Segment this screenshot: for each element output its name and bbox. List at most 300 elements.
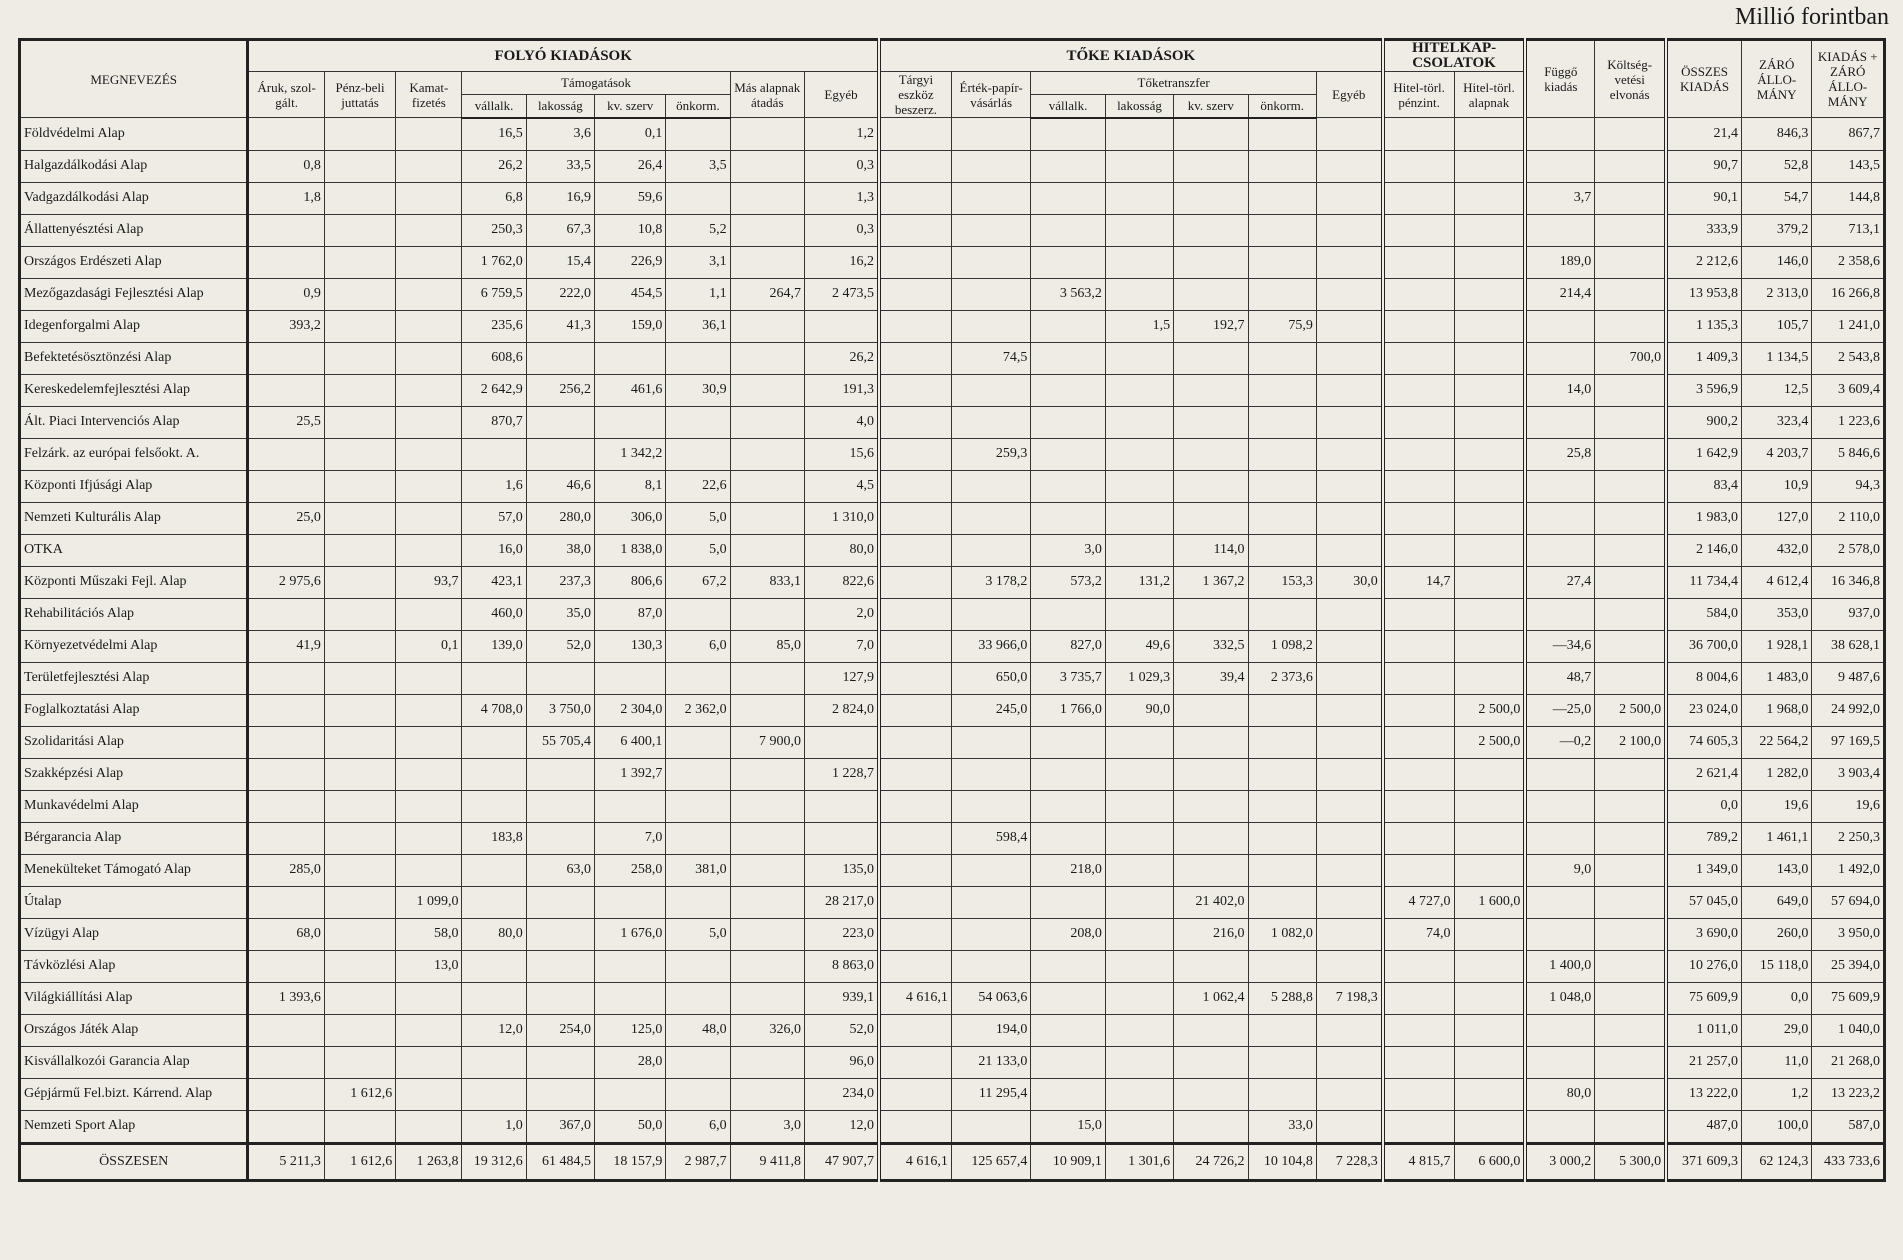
table-wrapper bbox=[18, 38, 1886, 1182]
table-cell: 85,0 bbox=[730, 630, 804, 662]
table-cell bbox=[248, 342, 324, 374]
table-cell bbox=[396, 150, 462, 182]
table-cell: 280,0 bbox=[526, 502, 594, 534]
table-cell: 2 250,3 bbox=[1812, 822, 1885, 854]
table-row bbox=[20, 662, 1885, 694]
table-cell bbox=[1316, 662, 1382, 694]
table-cell: 183,8 bbox=[462, 822, 526, 854]
table-cell: 4 203,7 bbox=[1742, 438, 1812, 470]
table-cell: 208,0 bbox=[1031, 918, 1105, 950]
table-cell: —34,6 bbox=[1525, 630, 1594, 662]
table-cell bbox=[1454, 566, 1525, 598]
table-cell: 52,0 bbox=[526, 630, 594, 662]
table-cell bbox=[1174, 214, 1248, 246]
table-cell bbox=[1174, 598, 1248, 630]
table-cell bbox=[1174, 182, 1248, 214]
table-cell: 153,3 bbox=[1248, 566, 1316, 598]
table-cell bbox=[1248, 246, 1316, 278]
table-cell: 59,6 bbox=[594, 182, 665, 214]
table-cell bbox=[1105, 854, 1173, 886]
header-tamogatasok: Támogatások bbox=[462, 72, 730, 95]
table-cell: 2 987,7 bbox=[666, 1143, 730, 1180]
table-cell bbox=[1316, 854, 1382, 886]
table-cell: 49,6 bbox=[1105, 630, 1173, 662]
table-cell bbox=[666, 598, 730, 630]
table-cell: 15,6 bbox=[804, 438, 879, 470]
table-cell bbox=[324, 566, 395, 598]
table-cell bbox=[666, 406, 730, 438]
table-cell: 14,7 bbox=[1383, 566, 1454, 598]
table-cell: 26,4 bbox=[594, 150, 665, 182]
table-cell: 80,0 bbox=[804, 534, 879, 566]
table-cell: 432,0 bbox=[1742, 534, 1812, 566]
table-cell bbox=[804, 790, 879, 822]
table-cell bbox=[1383, 502, 1454, 534]
table-cell: 1,2 bbox=[804, 118, 879, 151]
table-cell: 80,0 bbox=[462, 918, 526, 950]
table-cell: 214,4 bbox=[1525, 278, 1594, 310]
table-cell: 846,3 bbox=[1742, 118, 1812, 151]
table-cell: 1,8 bbox=[248, 182, 324, 214]
table-cell: 2 500,0 bbox=[1454, 726, 1525, 758]
table-cell bbox=[1595, 598, 1666, 630]
table-cell bbox=[1248, 598, 1316, 630]
table-cell: 2,0 bbox=[804, 598, 879, 630]
table-cell bbox=[879, 310, 951, 342]
table-cell bbox=[1248, 1078, 1316, 1110]
table-cell: 2 110,0 bbox=[1812, 502, 1885, 534]
table-cell bbox=[666, 438, 730, 470]
table-cell bbox=[1174, 150, 1248, 182]
table-cell: 131,2 bbox=[1105, 566, 1173, 598]
table-cell: 24 726,2 bbox=[1174, 1143, 1248, 1180]
header-group-folyo: FOLYÓ KIADÁSOK bbox=[248, 40, 879, 72]
table-cell: 1,6 bbox=[462, 470, 526, 502]
table-cell: 194,0 bbox=[951, 1014, 1031, 1046]
table-cell: 93,7 bbox=[396, 566, 462, 598]
table-cell bbox=[248, 214, 324, 246]
table-cell bbox=[951, 214, 1031, 246]
table-cell bbox=[1248, 374, 1316, 406]
table-cell bbox=[1174, 950, 1248, 982]
table-cell bbox=[248, 694, 324, 726]
table-cell: 789,2 bbox=[1666, 822, 1741, 854]
table-cell: 3,0 bbox=[1031, 534, 1105, 566]
table-cell: 573,2 bbox=[1031, 566, 1105, 598]
table-cell bbox=[248, 534, 324, 566]
table-cell bbox=[1595, 662, 1666, 694]
table-cell: 26,2 bbox=[804, 342, 879, 374]
table-cell bbox=[730, 1078, 804, 1110]
table-cell bbox=[248, 438, 324, 470]
table-cell: 54,7 bbox=[1742, 182, 1812, 214]
table-cell: 0,0 bbox=[1666, 790, 1741, 822]
table-cell: 2 975,6 bbox=[248, 566, 324, 598]
header-group-hitel: HITELKAP-CSOLATOK bbox=[1383, 40, 1526, 72]
table-cell: 46,6 bbox=[526, 470, 594, 502]
table-cell: 0,0 bbox=[1742, 982, 1812, 1014]
table-cell: 58,0 bbox=[396, 918, 462, 950]
table-cell bbox=[1383, 406, 1454, 438]
table-cell bbox=[1031, 310, 1105, 342]
table-cell: 1 263,8 bbox=[396, 1143, 462, 1180]
table-cell bbox=[951, 406, 1031, 438]
table-cell: 234,0 bbox=[804, 1078, 879, 1110]
table-cell bbox=[594, 790, 665, 822]
table-cell bbox=[248, 1046, 324, 1078]
table-cell: 1 766,0 bbox=[1031, 694, 1105, 726]
table-cell: 264,7 bbox=[730, 278, 804, 310]
table-cell bbox=[1316, 502, 1382, 534]
table-cell bbox=[396, 118, 462, 151]
table-cell bbox=[730, 662, 804, 694]
table-cell bbox=[526, 342, 594, 374]
table-cell: 254,0 bbox=[526, 1014, 594, 1046]
table-cell bbox=[1454, 406, 1525, 438]
table-cell bbox=[324, 278, 395, 310]
table-cell bbox=[1031, 214, 1105, 246]
table-cell bbox=[730, 790, 804, 822]
table-cell bbox=[879, 118, 951, 151]
header-t-lakossag: lakosság bbox=[1105, 94, 1173, 117]
table-cell: 10 104,8 bbox=[1248, 1143, 1316, 1180]
table-cell: 259,3 bbox=[951, 438, 1031, 470]
table-cell: 28,0 bbox=[594, 1046, 665, 1078]
table-cell: 7 198,3 bbox=[1316, 982, 1382, 1014]
table-cell bbox=[1105, 790, 1173, 822]
table-cell bbox=[1105, 374, 1173, 406]
table-cell bbox=[462, 438, 526, 470]
table-cell bbox=[730, 438, 804, 470]
table-cell bbox=[1031, 374, 1105, 406]
table-cell: 4 616,1 bbox=[879, 982, 951, 1014]
table-cell bbox=[324, 118, 395, 151]
table-cell bbox=[462, 1078, 526, 1110]
table-cell: 260,0 bbox=[1742, 918, 1812, 950]
table-cell bbox=[1454, 822, 1525, 854]
table-cell bbox=[879, 598, 951, 630]
table-cell bbox=[1595, 214, 1666, 246]
table-cell bbox=[462, 950, 526, 982]
row-label: Földvédelmi Alap bbox=[20, 118, 248, 151]
table-cell bbox=[526, 982, 594, 1014]
table-cell bbox=[1383, 1110, 1454, 1143]
table-cell bbox=[1105, 1046, 1173, 1078]
table-cell: 21 268,0 bbox=[1812, 1046, 1885, 1078]
table-cell: 25,8 bbox=[1525, 438, 1594, 470]
table-cell bbox=[879, 502, 951, 534]
table-cell bbox=[730, 758, 804, 790]
table-cell: 1,2 bbox=[1742, 1078, 1812, 1110]
table-cell bbox=[951, 790, 1031, 822]
table-cell bbox=[879, 566, 951, 598]
table-cell: 83,4 bbox=[1666, 470, 1741, 502]
table-cell bbox=[1316, 182, 1382, 214]
table-cell bbox=[951, 502, 1031, 534]
table-cell: 41,3 bbox=[526, 310, 594, 342]
table-cell: 2 100,0 bbox=[1595, 726, 1666, 758]
table-cell bbox=[1248, 214, 1316, 246]
table-cell bbox=[730, 502, 804, 534]
row-label: Ált. Piaci Intervenciós Alap bbox=[20, 406, 248, 438]
table-cell bbox=[1454, 502, 1525, 534]
table-cell: 75,9 bbox=[1248, 310, 1316, 342]
table-cell bbox=[1525, 1110, 1594, 1143]
table-cell bbox=[462, 662, 526, 694]
table-cell bbox=[324, 918, 395, 950]
header-koltseg: Költség-vetési elvonás bbox=[1595, 40, 1666, 118]
table-cell: 6,0 bbox=[666, 1110, 730, 1143]
table-cell bbox=[879, 630, 951, 662]
table-cell: 713,1 bbox=[1812, 214, 1885, 246]
table-cell: 8 863,0 bbox=[804, 950, 879, 982]
table-cell: 371 609,3 bbox=[1666, 1143, 1741, 1180]
table-cell: 806,6 bbox=[594, 566, 665, 598]
table-cell bbox=[248, 118, 324, 151]
table-cell: 13,0 bbox=[396, 950, 462, 982]
table-cell bbox=[666, 790, 730, 822]
table-cell bbox=[1174, 374, 1248, 406]
table-cell bbox=[396, 214, 462, 246]
table-row bbox=[20, 214, 1885, 246]
table-cell: 2 500,0 bbox=[1595, 694, 1666, 726]
table-row bbox=[20, 534, 1885, 566]
table-cell bbox=[324, 662, 395, 694]
table-cell bbox=[462, 854, 526, 886]
table-cell: 159,0 bbox=[594, 310, 665, 342]
table-cell bbox=[1248, 406, 1316, 438]
table-cell bbox=[1248, 150, 1316, 182]
header-aruk: Áruk, szol-gált. bbox=[248, 72, 324, 118]
table-cell bbox=[1454, 662, 1525, 694]
table-cell bbox=[1105, 1110, 1173, 1143]
table-cell bbox=[1174, 1110, 1248, 1143]
table-cell bbox=[1105, 726, 1173, 758]
table-cell: 1 342,2 bbox=[594, 438, 665, 470]
table-cell bbox=[730, 982, 804, 1014]
table-cell bbox=[396, 822, 462, 854]
table-cell: 1 099,0 bbox=[396, 886, 462, 918]
table-cell: 9,0 bbox=[1525, 854, 1594, 886]
table-cell bbox=[1174, 118, 1248, 151]
table-cell bbox=[666, 342, 730, 374]
table-cell: 90,0 bbox=[1105, 694, 1173, 726]
table-cell bbox=[1454, 1014, 1525, 1046]
table-cell bbox=[1174, 694, 1248, 726]
table-cell: 650,0 bbox=[951, 662, 1031, 694]
table-cell bbox=[1316, 150, 1382, 182]
header-kvszerv: kv. szerv bbox=[594, 94, 665, 117]
header-egyeb: Egyéb bbox=[804, 72, 879, 118]
table-cell: 55 705,4 bbox=[526, 726, 594, 758]
table-cell: 1 048,0 bbox=[1525, 982, 1594, 1014]
table-cell bbox=[1105, 534, 1173, 566]
table-cell bbox=[324, 630, 395, 662]
table-cell: 216,0 bbox=[1174, 918, 1248, 950]
table-cell: 939,1 bbox=[804, 982, 879, 1014]
table-cell bbox=[730, 854, 804, 886]
header-kamat: Kamat-fizetés bbox=[396, 72, 462, 118]
table-cell bbox=[730, 118, 804, 151]
table-cell bbox=[1316, 630, 1382, 662]
table-row bbox=[20, 694, 1885, 726]
table-cell: 323,4 bbox=[1742, 406, 1812, 438]
table-cell bbox=[879, 406, 951, 438]
table-cell: 13 222,0 bbox=[1666, 1078, 1741, 1110]
table-row bbox=[20, 1046, 1885, 1078]
table-cell bbox=[666, 182, 730, 214]
table-cell bbox=[666, 726, 730, 758]
table-cell bbox=[1248, 502, 1316, 534]
table-row bbox=[20, 1078, 1885, 1110]
table-cell bbox=[526, 438, 594, 470]
table-cell bbox=[462, 758, 526, 790]
table-cell: 256,2 bbox=[526, 374, 594, 406]
header-osszes: ÖSSZES KIADÁS bbox=[1666, 40, 1741, 118]
table-cell: 50,0 bbox=[594, 1110, 665, 1143]
table-cell bbox=[248, 886, 324, 918]
table-cell bbox=[1248, 950, 1316, 982]
row-label: Bérgarancia Alap bbox=[20, 822, 248, 854]
row-label: Mezőgazdasági Fejlesztési Alap bbox=[20, 278, 248, 310]
table-cell: 2 362,0 bbox=[666, 694, 730, 726]
table-cell bbox=[879, 822, 951, 854]
table-cell: 4 815,7 bbox=[1383, 1143, 1454, 1180]
table-cell bbox=[1248, 854, 1316, 886]
table-cell: 11 295,4 bbox=[951, 1078, 1031, 1110]
table-cell: 16,9 bbox=[526, 182, 594, 214]
table-cell: 191,3 bbox=[804, 374, 879, 406]
table-cell bbox=[1454, 758, 1525, 790]
table-cell: 5,0 bbox=[666, 534, 730, 566]
table-cell bbox=[1174, 1014, 1248, 1046]
table-cell bbox=[1174, 726, 1248, 758]
table-cell bbox=[1454, 374, 1525, 406]
table-cell: 3 735,7 bbox=[1031, 662, 1105, 694]
table-cell bbox=[1248, 758, 1316, 790]
table-cell bbox=[248, 822, 324, 854]
table-cell: 97 169,5 bbox=[1812, 726, 1885, 758]
table-cell: 30,9 bbox=[666, 374, 730, 406]
table-cell bbox=[951, 278, 1031, 310]
table-cell: 8,1 bbox=[594, 470, 665, 502]
table-cell: 27,4 bbox=[1525, 566, 1594, 598]
table-cell bbox=[1105, 918, 1173, 950]
table-cell bbox=[1595, 1078, 1666, 1110]
table-cell: 41,9 bbox=[248, 630, 324, 662]
table-cell bbox=[1248, 438, 1316, 470]
table-cell: 367,0 bbox=[526, 1110, 594, 1143]
table-row bbox=[20, 470, 1885, 502]
table-cell bbox=[1383, 822, 1454, 854]
row-label: Környezetvédelmi Alap bbox=[20, 630, 248, 662]
table-cell bbox=[1383, 374, 1454, 406]
table-cell bbox=[1316, 598, 1382, 630]
table-row bbox=[20, 630, 1885, 662]
table-cell: 1 134,5 bbox=[1742, 342, 1812, 374]
table-cell bbox=[730, 886, 804, 918]
table-cell: 1 400,0 bbox=[1525, 950, 1594, 982]
table-cell bbox=[879, 182, 951, 214]
table-cell bbox=[1595, 854, 1666, 886]
table-cell: 222,0 bbox=[526, 278, 594, 310]
table-cell: 21,4 bbox=[1666, 118, 1741, 151]
table-cell bbox=[1031, 438, 1105, 470]
table-row bbox=[20, 726, 1885, 758]
total-row bbox=[20, 1143, 1885, 1180]
table-row bbox=[20, 310, 1885, 342]
table-cell: 1,5 bbox=[1105, 310, 1173, 342]
table-cell bbox=[1248, 790, 1316, 822]
table-cell bbox=[396, 278, 462, 310]
table-cell bbox=[1105, 406, 1173, 438]
table-cell: 75 609,9 bbox=[1666, 982, 1741, 1014]
table-cell bbox=[1174, 438, 1248, 470]
table-row bbox=[20, 278, 1885, 310]
table-cell bbox=[1383, 854, 1454, 886]
table-cell bbox=[1454, 982, 1525, 1014]
table-cell bbox=[1248, 534, 1316, 566]
table-cell bbox=[324, 246, 395, 278]
table-cell: 23 024,0 bbox=[1666, 694, 1741, 726]
table-cell: 57 694,0 bbox=[1812, 886, 1885, 918]
table-cell: 2 313,0 bbox=[1742, 278, 1812, 310]
table-cell bbox=[1316, 310, 1382, 342]
table-cell: 937,0 bbox=[1812, 598, 1885, 630]
table-cell bbox=[1031, 150, 1105, 182]
table-cell bbox=[1105, 214, 1173, 246]
table-cell: 10 909,1 bbox=[1031, 1143, 1105, 1180]
table-cell bbox=[951, 886, 1031, 918]
table-cell: 2 212,6 bbox=[1666, 246, 1741, 278]
table-cell bbox=[324, 342, 395, 374]
table-cell: 381,0 bbox=[666, 854, 730, 886]
table-cell: 7,0 bbox=[594, 822, 665, 854]
table-cell: 1 098,2 bbox=[1248, 630, 1316, 662]
table-cell: 0,9 bbox=[248, 278, 324, 310]
table-cell bbox=[396, 502, 462, 534]
table-cell bbox=[1105, 758, 1173, 790]
table-cell bbox=[1248, 1014, 1316, 1046]
table-cell bbox=[248, 662, 324, 694]
table-cell bbox=[1595, 1014, 1666, 1046]
table-cell bbox=[324, 758, 395, 790]
table-cell bbox=[248, 1078, 324, 1110]
table-cell: 47 907,7 bbox=[804, 1143, 879, 1180]
table-cell: 393,2 bbox=[248, 310, 324, 342]
table-cell: 1 968,0 bbox=[1742, 694, 1812, 726]
row-label: Vadgazdálkodási Alap bbox=[20, 182, 248, 214]
table-cell bbox=[324, 1110, 395, 1143]
table-cell bbox=[1595, 566, 1666, 598]
table-cell bbox=[396, 438, 462, 470]
table-cell bbox=[1174, 278, 1248, 310]
row-label: Menekülteket Támogató Alap bbox=[20, 854, 248, 886]
table-cell: 67,2 bbox=[666, 566, 730, 598]
table-cell bbox=[1316, 918, 1382, 950]
table-cell bbox=[396, 1046, 462, 1078]
table-cell bbox=[879, 886, 951, 918]
table-cell: 2 304,0 bbox=[594, 694, 665, 726]
table-cell bbox=[1316, 726, 1382, 758]
table-row bbox=[20, 982, 1885, 1014]
header-name: MEGNEVEZÉS bbox=[20, 40, 248, 118]
row-label: Befektetésösztönzési Alap bbox=[20, 342, 248, 374]
table-cell bbox=[526, 918, 594, 950]
table-cell bbox=[730, 470, 804, 502]
table-row bbox=[20, 1110, 1885, 1143]
table-cell bbox=[1595, 182, 1666, 214]
